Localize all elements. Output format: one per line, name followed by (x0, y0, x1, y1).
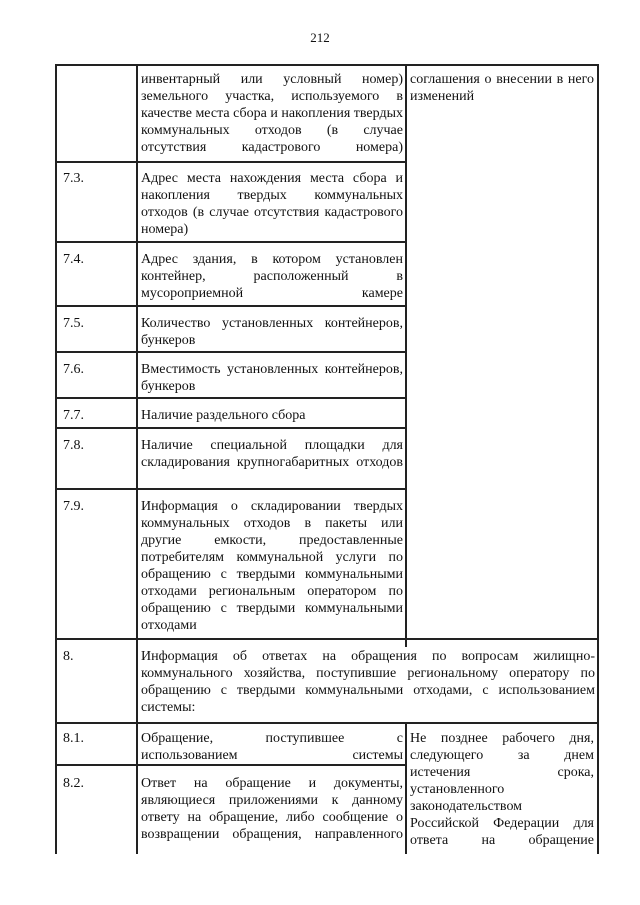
row-divider (55, 351, 406, 353)
table-border-left (55, 64, 57, 854)
column-divider-deadline-lower (405, 722, 407, 854)
row-divider (55, 764, 406, 766)
table-border-top (55, 64, 598, 66)
page-number: 212 (310, 30, 330, 45)
table-cell-description: Информация о складировании твердых коммунальных отходов в пакеты или другие емкости, предоставленные потребителям коммунальной услуги по обращению с твердыми коммунальными отходами региональным оператором по обращению с твердыми коммунальными отходами (141, 499, 403, 633)
row-divider (55, 305, 406, 307)
table-cell-description: Количество установленных контейнеров, бункеров (141, 316, 403, 348)
table-cell-description: Наличие специальной площадки для складирования крупногабаритных отходов (141, 438, 403, 470)
data-table (55, 64, 598, 854)
table-cell-description: Вместимость установленных контейнеров, бункеров (141, 362, 403, 394)
row-divider (55, 161, 406, 163)
table-border-right (597, 64, 599, 854)
table-cell-section-heading: Информация об ответах на обращения по вопросам жилищно-коммунального хозяйства, поступившие региональному оператору по обращению с твердыми коммунальными отходами, с использованием системы: (141, 649, 595, 715)
row-divider (55, 241, 406, 243)
column-divider-deadline (405, 64, 407, 647)
table-cell-number: 7.8. (63, 438, 84, 453)
row-divider (55, 488, 406, 490)
table-cell-number: 7.5. (63, 316, 84, 331)
table-cell-number: 7.4. (63, 252, 84, 267)
table-cell-description: инвентарный или условный номер) земельного участка, используемого в качестве места сбора и накопления твердых коммунальных отходов (в случае отсутствия кадастрового номера) (141, 72, 403, 155)
table-cell-description: Обращение, поступившее с использованием системы (141, 731, 403, 763)
table-cell-number: 8.1. (63, 731, 84, 746)
row-divider (55, 722, 598, 724)
table-cell-deadline: соглашения о внесении в него изменений (410, 72, 594, 104)
table-cell-deadline: Не позднее рабочего дня, следующего за днем истечения срока, установленного законодательством Российской Федерации для ответа на обращение (410, 731, 594, 848)
row-divider (55, 397, 406, 399)
table-cell-description: Ответ на обращение и документы, являющиеся приложениями к данному ответу на обращение, либо сообщение о возвращении обращения, направленного (141, 776, 403, 842)
table-cell-number: 8.2. (63, 776, 84, 791)
table-cell-number: 7.3. (63, 171, 84, 186)
table-cell-description: Адрес здания, в котором установлен контейнер, расположенный в мусороприемной камере (141, 252, 403, 301)
table-cell-number: 7.6. (63, 362, 84, 377)
table-cell-number: 7.9. (63, 499, 84, 514)
table-cell-description: Наличие раздельного сбора (141, 408, 306, 423)
row-divider (55, 638, 598, 640)
column-divider-number (136, 64, 138, 854)
table-cell-number: 8. (63, 649, 74, 664)
table-cell-number: 7.7. (63, 408, 84, 423)
table-cell-description: Адрес места нахождения места сбора и накопления твердых коммунальных отходов (в случае отсутствия кадастрового номера) (141, 171, 403, 237)
row-divider (55, 427, 406, 429)
